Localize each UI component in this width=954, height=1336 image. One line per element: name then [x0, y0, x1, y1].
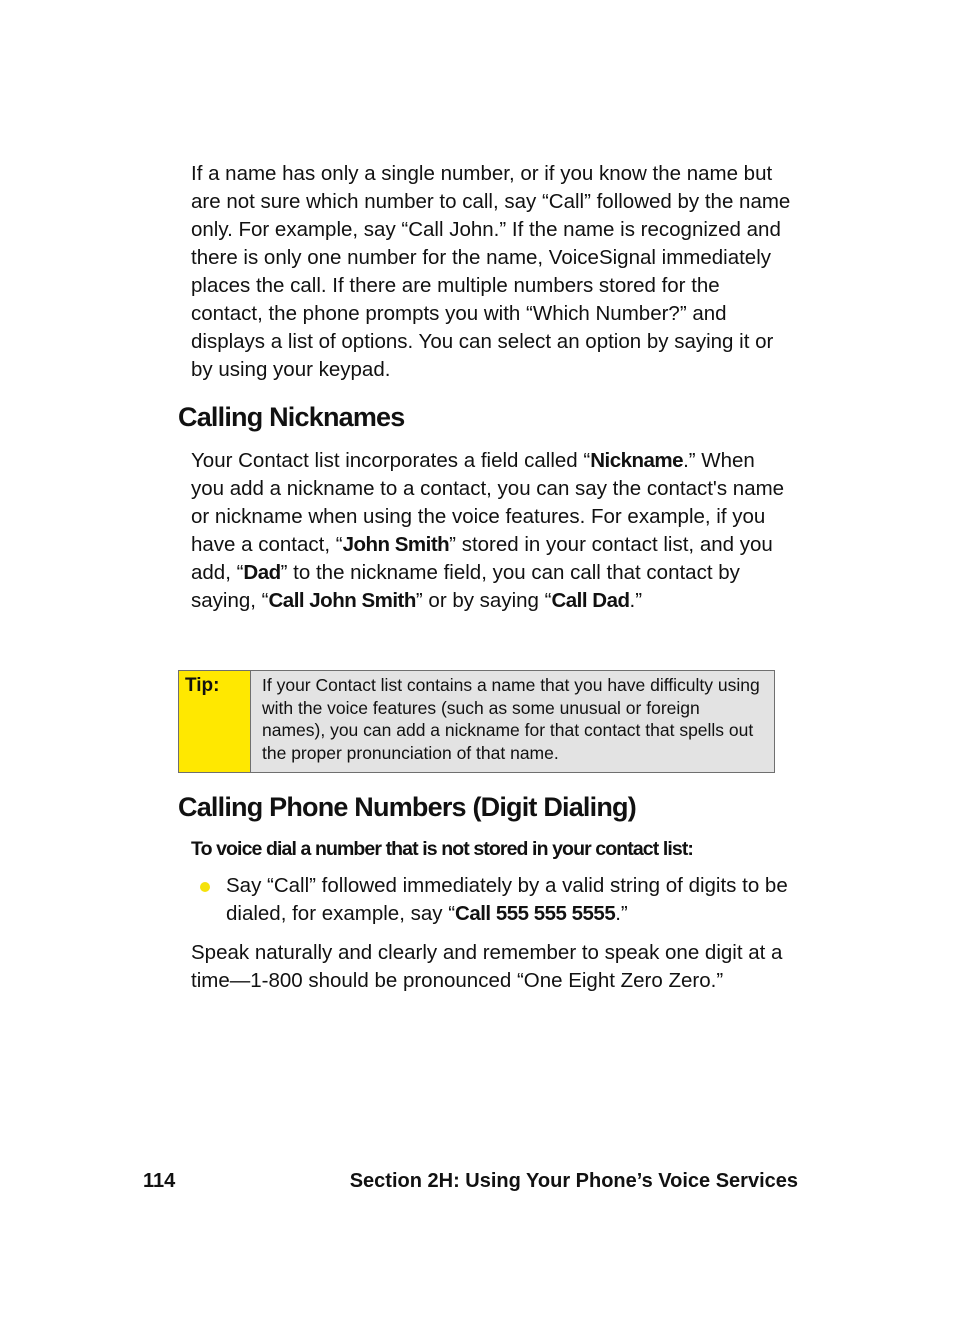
tip-label: Tip:: [179, 671, 251, 772]
bold-term-call-john-smith: Call John Smith: [268, 589, 416, 612]
tip-box: [178, 670, 775, 773]
intro-paragraph: If a name has only a single number, or if you know the name but are not sure which number to call, say “Call” followed by the name only. For example, say “Call John.” If the name is recognized and there is only one number for the name, VoiceSignal immediately places the call. If there are multiple numbers stored for the contact, the phone prompts you with “Which Number?” and displays a list of options. You can select an option by saying it or by using your keypad.: [191, 162, 791, 381]
nicknames-paragraph: [191, 447, 791, 615]
text-run: .”: [615, 902, 628, 925]
text-run: ” stored in your contact list, and you add, “: [191, 533, 773, 584]
text-run: Say “Call” followed immediately by a valid string of digits to be dialed, for example, say “: [226, 874, 788, 925]
digit-dialing-heading: Calling Phone Numbers (Digit Dialing): [178, 792, 636, 822]
bold-term-dad: Dad: [243, 561, 281, 584]
text-run: .” When you add a nickname to a contact, you can say the contact's name or nickname when using the voice features. For example, if you have a contact, “: [191, 449, 785, 556]
text-run: .”: [629, 589, 643, 612]
closing-paragraph: Speak naturally and clearly and remember to speak one digit at a time—1-800 should be pronounced “One Eight Zero Zero.”: [191, 941, 783, 992]
bullet-icon: [200, 882, 210, 892]
bold-term-call-number: Call 555 555 5555: [455, 902, 616, 925]
digit-dialing-subheading: To voice dial a number that is not stored in your contact list:: [191, 838, 694, 860]
bullet-text: [226, 872, 791, 928]
text-run: ” to the nickname field, you can call that contact by saying, “: [191, 561, 740, 612]
calling-nicknames-heading: Calling Nicknames: [178, 402, 405, 432]
bold-term-call-dad: Call Dad: [551, 589, 630, 612]
bold-term-john-smith: John Smith: [342, 533, 450, 556]
text-run: ” or by saying “: [415, 589, 552, 612]
bold-term-nickname: Nickname: [590, 449, 684, 472]
page-number: 114: [143, 1170, 176, 1192]
text-run: Your Contact list incorporates a field called “: [191, 449, 591, 472]
section-title: Section 2H: Using Your Phone’s Voice Services: [349, 1170, 798, 1192]
tip-text: If your Contact list contains a name that you have difficulty using with the voice features (such as some unusual or foreign names), you can add a nickname for that contact that spells out the proper pronunciation of that name.: [251, 671, 774, 772]
